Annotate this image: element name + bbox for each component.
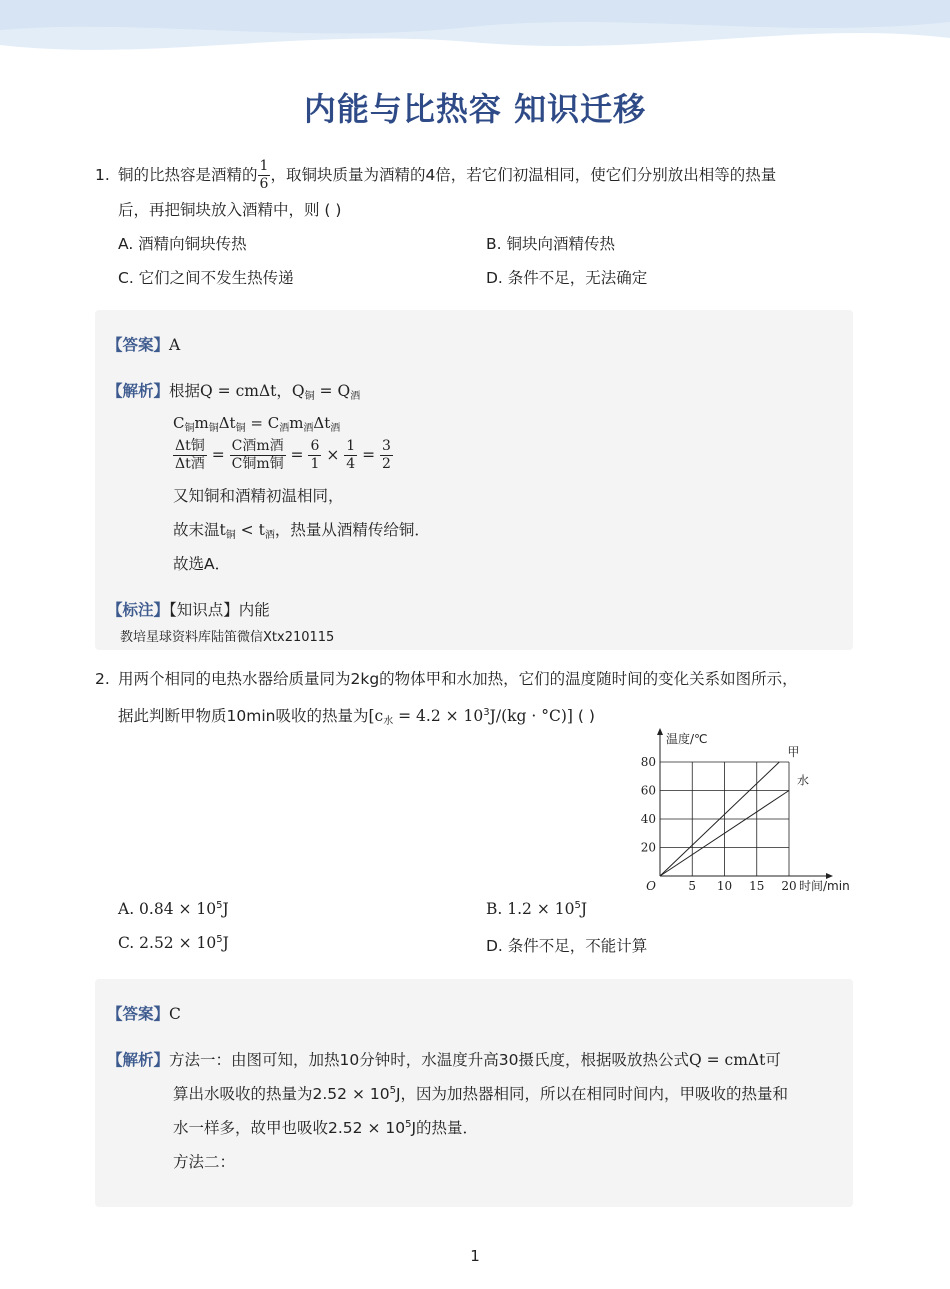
series-label: 甲 <box>787 745 800 759</box>
x-tick-label: 10 <box>716 879 733 893</box>
option-c[interactable]: C. 它们之间不发生热传递 <box>118 269 294 287</box>
analysis-line-1: 【解析】根据Q = cmΔt，$Q_铜 = Q_酒$ <box>107 382 361 402</box>
option-b[interactable]: B. $1.2 \times 10^5J$ <box>486 900 588 918</box>
option-d[interactable]: D. 条件不足，不能计算 <box>486 937 648 955</box>
origin-label: O <box>646 879 656 893</box>
page-title: 内能与比热容 知识迁移 <box>303 90 647 128</box>
y-axis-label: 温度/℃ <box>666 732 708 746</box>
question-2: 2. 用两个相同的电热水器给质量同为2kg的物体甲和水加热，它们的温度随时间的变化关系如图所示， 据此判断甲物质10min吸收的热量为$[c_水 = 4.2 \times 10^3J/(kg \cdot ^\circ C)]$ ( ) <box>95 662 855 739</box>
answer-line: 【答案】A <box>107 336 181 354</box>
analysis-fraction-line: $\frac{\text{Δt铜}}{\text{Δt酒}}$ = $\frac{\text{C酒m酒}}{\text{C铜m铜}}$ = $\frac{6}{1}$ × $\frac{1}{4}$ = $\frac{3}{2}$ <box>175 438 391 472</box>
answer-box-1 <box>95 310 853 650</box>
analysis-line-4: 又知铜和酒精初温相同， <box>173 487 344 505</box>
chart-labels <box>641 731 850 893</box>
y-tick-label: 80 <box>640 755 656 769</box>
header-wave-decoration <box>0 0 950 70</box>
analysis-line-4: 方法二： <box>173 1153 236 1171</box>
y-axis-arrow <box>657 728 663 735</box>
source-watermark: 教培星球资料库陆笛微信Xtx210115 <box>120 630 335 645</box>
answer-line: 【答案】C <box>107 1005 181 1023</box>
question-stem: 铜的比热容是酒精的 <box>118 166 258 184</box>
answer-box-2 <box>95 979 853 1207</box>
question-number: 1. <box>95 166 110 184</box>
question-number: 2. <box>95 670 110 688</box>
note-line: 【标注】【知识点】内能 <box>107 601 270 619</box>
x-tick-label: 15 <box>749 879 765 893</box>
x-tick-label: 5 <box>688 879 697 893</box>
option-b[interactable]: B. 铜块向酒精传热 <box>486 235 615 253</box>
analysis-line-6: 故选A． <box>173 555 231 573</box>
series-label: 水 <box>797 773 810 788</box>
y-tick-label: 40 <box>640 812 656 826</box>
question-1: 1. 铜的比热容是酒精的 $\frac{1}{6}$ ，取铜块质量为酒精的4倍，若它们初温相同，使它们分别放出相等的热量 后，再把铜块放入酒精中，则 ( ) <box>95 158 777 219</box>
page-number: 1 <box>470 1247 480 1265</box>
question-stem: 用两个相同的电热水器给质量同为2kg的物体甲和水加热，它们的温度随时间的变化关系如图所示， <box>118 670 798 688</box>
analysis-line-3: 水一样多，故甲也吸收$2.52 \times 10^5J$的热量． <box>173 1119 479 1137</box>
chart-axes <box>657 728 833 879</box>
y-tick-label: 20 <box>640 840 656 855</box>
analysis-line-2: $C_铜m_铜\Delta t_铜 = C_酒m_酒\Delta t_酒$ <box>173 414 341 434</box>
option-a[interactable]: A. 酒精向铜块传热 <box>118 235 247 253</box>
option-c[interactable]: C. $2.52 \times 10^5J$ <box>118 934 229 952</box>
x-axis-label: 时间/min <box>799 879 850 893</box>
analysis-line-5: 故末温$t_铜 < t_酒$，热量从酒精传给铜． <box>173 521 430 541</box>
analysis-line-1: 【解析】方法一：由图可知，加热10分钟时，水温度升高30摄氏度，根据吸放热公式Q = cmΔt可 <box>107 1051 781 1069</box>
temperature-time-chart <box>636 726 860 896</box>
y-tick-label: 60 <box>640 783 656 798</box>
option-a[interactable]: A. $0.84 \times 10^5J$ <box>118 900 229 918</box>
fraction: $\frac{1}{6}$ <box>259 158 269 192</box>
x-tick-label: 20 <box>781 879 797 893</box>
analysis-line-2: 算出水吸收的热量为$2.52 \times 10^5J$，因为加热器相同，所以在相同时间内，甲吸收的热量和 <box>173 1085 789 1103</box>
chart-grid <box>660 762 789 876</box>
option-d[interactable]: D. 条件不足，无法确定 <box>486 269 648 287</box>
